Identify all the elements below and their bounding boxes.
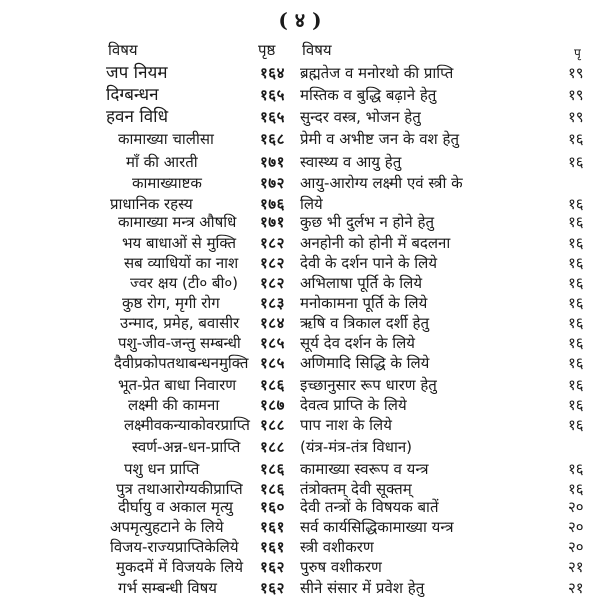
toc-row xyxy=(0,577,600,599)
toc-right-title: देवी तन्त्रों के विषयक बातें xyxy=(300,498,439,516)
toc-page-number: १८४ xyxy=(260,314,285,332)
toc-page-number: १६१ xyxy=(260,518,285,536)
toc-right-title: अभिलाषा पूर्ति के लिये xyxy=(300,274,423,292)
toc-row xyxy=(0,458,600,480)
toc-left-title: जप नियम xyxy=(106,63,168,83)
toc-right-title: ऋषि व त्रिकाल दर्शी हेतु xyxy=(300,314,430,332)
toc-left-title: कामाख्या मन्त्र औषधि xyxy=(118,213,237,231)
toc-left-title: दीर्घायु व अकाल मृत्यु xyxy=(118,498,233,516)
toc-page-number: १८६ xyxy=(260,376,285,394)
toc-right-page-number: १६ xyxy=(568,254,584,272)
toc-right-page-number: १९ xyxy=(568,108,584,126)
toc-right-title: (यंत्र-मंत्र-तंत्र विधान) xyxy=(300,438,413,456)
toc-page-number: १८३ xyxy=(260,294,285,312)
toc-right-title: आयु-आरोग्य लक्ष्मी एवं स्त्री के xyxy=(300,174,463,192)
toc-right-page-number: १६ xyxy=(568,213,584,231)
toc-page-number: १७१ xyxy=(260,213,285,231)
toc-row xyxy=(0,151,600,173)
toc-right-title: देवत्व प्राप्ति के लिये xyxy=(300,396,407,414)
toc-left-title: कुष्ठ रोग, मृगी रोग xyxy=(122,294,220,312)
toc-left-title: भूत-प्रेत बाधा निवारण xyxy=(118,376,237,394)
toc-page-number: १६५ xyxy=(260,86,285,104)
toc-row xyxy=(0,211,600,233)
toc-page-number: १८८ xyxy=(260,416,285,434)
toc-row xyxy=(0,352,600,374)
toc-left-title: दिग्बन्धन xyxy=(106,85,159,105)
toc-page-number: १८६ xyxy=(260,460,285,478)
toc-row xyxy=(0,292,600,314)
toc-left-title: लक्ष्मीवकन्याकोवरप्राप्ति xyxy=(124,416,250,434)
toc-left-title: माँ की आरती xyxy=(126,153,198,171)
toc-left-title: कामाख्या चालीसा xyxy=(118,130,214,148)
toc-page-number: १८२ xyxy=(260,234,285,252)
toc-page-number: १६४ xyxy=(260,64,285,82)
toc-left-title: पशु-जीव-जन्तु सम्बन्धी xyxy=(118,334,241,352)
toc-page-number: १६२ xyxy=(260,579,285,597)
toc-row xyxy=(0,374,600,396)
toc-row xyxy=(0,414,600,436)
toc-right-title: अनहोनी को होनी में बदलना xyxy=(300,234,451,252)
toc-row xyxy=(0,252,600,274)
toc-right-page-number: १६ xyxy=(568,480,584,498)
toc-right-title: सीने संसार में प्रवेश हेतु xyxy=(300,579,425,597)
toc-row xyxy=(0,394,600,416)
toc-right-page-number: १६ xyxy=(568,396,584,414)
toc-right-page-number: १६ xyxy=(568,153,584,171)
toc-right-page-number: १६ xyxy=(568,376,584,394)
toc-left-title: उन्माद, प्रमेह, बवासीर xyxy=(120,314,240,332)
toc-right-page-number: २१ xyxy=(568,579,584,597)
header-subject-right: विषय xyxy=(302,41,332,59)
toc-right-page-number: १६ xyxy=(568,234,584,252)
toc-page-number: १८५ xyxy=(260,354,285,372)
toc-right-title: सर्व कार्यसिद्धिकामाख्या यन्त्र xyxy=(300,518,454,536)
toc-left-title: विजय-राज्यप्राप्तिकेलिये xyxy=(110,538,239,556)
toc-right-page-number: १६ xyxy=(568,334,584,352)
toc-page-number: १८२ xyxy=(260,274,285,292)
toc-row xyxy=(0,496,600,518)
toc-right-page-number: १६ xyxy=(568,460,584,478)
toc-right-title: कामाख्या स्वरूप व यन्त्र xyxy=(300,460,429,478)
toc-left-title: पशु धन प्राप्ति xyxy=(124,460,200,478)
toc-left-title: लक्ष्मी की कामना xyxy=(128,396,220,414)
toc-row xyxy=(0,84,600,106)
toc-left-title: दैवीप्रकोपतथाबन्धनमुक्ति xyxy=(114,354,249,372)
toc-row xyxy=(0,232,600,254)
toc-right-title: तंत्रोक्तम् देवी सूक्तम् xyxy=(300,480,412,498)
toc-row xyxy=(0,312,600,334)
toc-right-page-number: १६ xyxy=(568,195,584,213)
toc-left-title: हवन विधि xyxy=(106,107,169,127)
toc-row xyxy=(0,436,600,458)
toc-left-title: मुकदमें में विजयके लिये xyxy=(116,558,244,576)
toc-page-number: १८५ xyxy=(260,334,285,352)
toc-right-title: लिये xyxy=(300,195,323,213)
toc-right-title: इच्छानुसार रूप धारण हेतु xyxy=(300,376,437,394)
toc-right-page-number: २० xyxy=(568,518,584,536)
toc-right-title: देवी के दर्शन पाने के लिये xyxy=(300,254,438,272)
toc-right-page-number: १६ xyxy=(568,416,584,434)
header-subject: विषय xyxy=(108,41,138,59)
toc-right-title: सुन्दर वस्त्र, भोजन हेतु xyxy=(300,108,421,126)
toc-left-title: पुत्र तथाआरोग्यकीप्राप्ति xyxy=(116,480,243,498)
toc-right-page-number: १९ xyxy=(568,64,584,82)
toc-right-title: कुछ भी दुर्लभ न होने हेतु xyxy=(300,213,435,231)
toc-right-page-number: २० xyxy=(568,538,584,556)
toc-page-number: १८२ xyxy=(260,254,285,272)
toc-right-title: सूर्य देव दर्शन के लिये xyxy=(300,334,415,352)
toc-right-title: मनोकामना पूर्ति के लिये xyxy=(300,294,428,312)
toc-page-number: १६८ xyxy=(260,130,285,148)
toc-right-page-number: १६ xyxy=(568,130,584,148)
toc-row xyxy=(0,332,600,354)
toc-right-title: ब्रह्मतेज व मनोरथो की प्राप्ति xyxy=(300,64,454,82)
toc-page-number: १७२ xyxy=(260,174,285,192)
toc-right-page-number: १६ xyxy=(568,294,584,312)
toc-right-page-number: १९ xyxy=(568,86,584,104)
toc-right-page-number: २० xyxy=(568,498,584,516)
toc-left-title: कामाख्याष्टक xyxy=(132,174,202,192)
header-page-right: पृ xyxy=(574,46,581,60)
toc-page-number: १८६ xyxy=(260,480,285,498)
toc-right-title: प्रेमी व अभीष्ट जन के वश हेतु xyxy=(300,130,460,148)
toc-left-title: स्वर्ण-अन्न-धन-प्राप्ति xyxy=(132,438,241,456)
toc-row xyxy=(0,106,600,128)
toc-right-title: पुरुष वशीकरण xyxy=(300,558,382,576)
page-number: ( ४ ) xyxy=(278,8,322,32)
toc-row xyxy=(0,556,600,578)
toc-left-title: गर्भ सम्बन्धी विषय xyxy=(118,579,217,597)
toc-left-title: सब व्याधियों का नाश xyxy=(124,254,239,272)
toc-page-number: १८८ xyxy=(260,438,285,456)
toc-right-page-number: १६ xyxy=(568,354,584,372)
toc-right-title: स्त्री वशीकरण xyxy=(300,538,374,556)
toc-row xyxy=(0,272,600,294)
toc-right-title: अणिमादि सिद्धि के लिये xyxy=(300,354,430,372)
toc-row xyxy=(0,536,600,558)
toc-page-number: १७१ xyxy=(260,153,285,171)
toc-page-number: १६२ xyxy=(260,558,285,576)
toc-page-number: १७६ xyxy=(260,195,285,213)
toc-right-page-number: २१ xyxy=(568,558,584,576)
header-page: पृष्ठ xyxy=(258,41,276,59)
toc-page-number: १८७ xyxy=(260,396,285,414)
toc-page-number: १६१ xyxy=(260,538,285,556)
toc-right-title: मस्तिक व बुद्धि बढ़ाने हेतु xyxy=(300,86,437,104)
toc-page-number: १६५ xyxy=(260,108,285,126)
toc-row xyxy=(0,172,600,194)
toc-right-title: स्वास्थ्य व आयु हेतु xyxy=(300,153,402,171)
toc-right-page-number: १६ xyxy=(568,314,584,332)
toc-row xyxy=(0,62,600,84)
toc-right-page-number: १६ xyxy=(568,274,584,292)
toc-right-title: पाप नाश के लिये xyxy=(300,416,392,434)
toc-row xyxy=(0,516,600,538)
toc-page-number: १६० xyxy=(260,498,285,516)
toc-left-title: अपमृत्युहटाने के लिये xyxy=(110,518,224,536)
toc-left-title: ज्वर क्षय (टी० बी०) xyxy=(130,274,239,292)
toc-row xyxy=(0,128,600,150)
toc-left-title: प्राधानिक रहस्य xyxy=(110,195,193,213)
toc-left-title: भय बाधाओं से मुक्ति xyxy=(122,234,237,252)
